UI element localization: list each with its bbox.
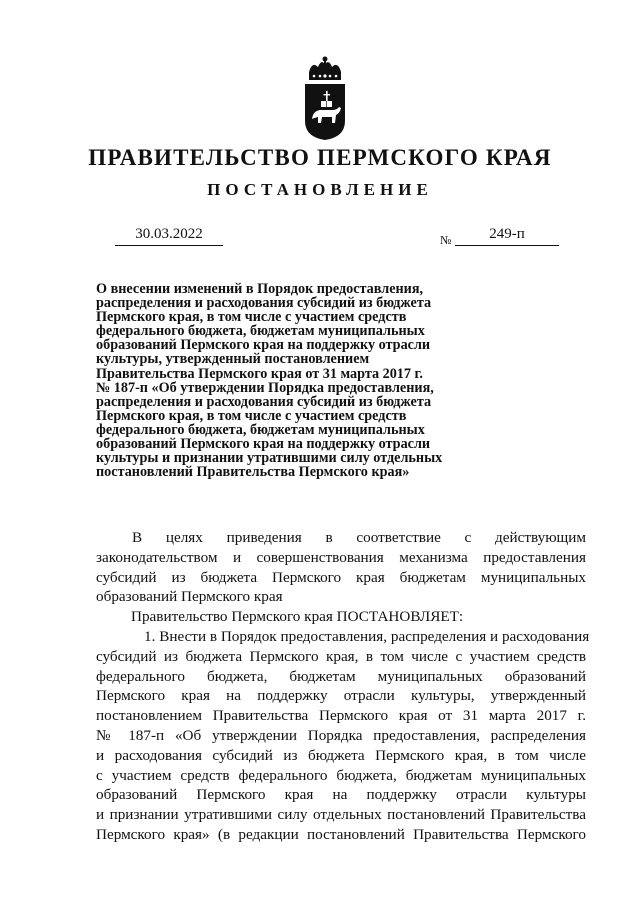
- subject-line: культуры, утвержденный постановлением: [96, 351, 370, 368]
- subject-line: Правительства Пермского края от 31 марта 2017 г.: [96, 365, 423, 382]
- subject-line: распределения и расходования субсидий из бюджета: [96, 393, 432, 410]
- subject-line: образований Пермского края на поддержку отрасли: [96, 436, 431, 453]
- subject-line: Пермского края, в том числе с участием средств: [96, 407, 407, 424]
- document-type: ПОСТАНОВЛЕНИЕ: [207, 180, 433, 199]
- government-title: ПРАВИТЕЛЬСТВО ПЕРМСКОГО КРАЯ: [88, 145, 552, 170]
- body-line: постановлением Правительства Пермского края от 31 марта 2017 г.: [96, 707, 586, 725]
- subject-line: культуры и признании утратившими силу отдельных: [96, 450, 443, 467]
- body-line: федерального бюджета, бюджетам муниципальных образований: [96, 667, 586, 685]
- body-line: Правительство Пермского края ПОСТАНОВЛЯЕТ:: [131, 608, 464, 626]
- body-line: субсидий из бюджета Пермского края, в том числе с участием средств: [96, 647, 586, 665]
- subject-line: Пермского края, в том числе с участием средств: [96, 309, 407, 326]
- coat-of-arms-icon: [300, 55, 350, 141]
- body-line: Пермского края» (в редакции постановлений Правительства Пермского: [96, 825, 586, 843]
- subject-line: О внесении изменений в Порядок предоставления,: [96, 281, 424, 297]
- number-sign: №: [440, 233, 452, 247]
- subject-line: федерального бюджета, бюджетам муниципальных: [96, 323, 425, 340]
- document-date: 30.03.2022: [115, 226, 223, 246]
- body-line: образований Пермского края на поддержку отрасли культуры: [96, 786, 586, 804]
- body-line: № 187-п «Об утверждении Порядка предоставления, распределения: [96, 726, 586, 744]
- document-number: 249-п: [455, 226, 559, 246]
- body-line: законодательством и совершенствования механизма предоставления: [96, 548, 586, 566]
- subject-line: федерального бюджета, бюджетам муниципальных: [96, 421, 425, 438]
- body-line: и признании утратившими силу отдельных постановлений Правительства: [96, 806, 586, 824]
- document-subject: [96, 282, 468, 479]
- body-line: Пермского края на поддержку отрасли культуры, утвержденный: [96, 687, 586, 705]
- subject-line: постановлений Правительства Пермского края»: [96, 464, 410, 481]
- body-line: образований Пермского края: [96, 588, 283, 606]
- body-line: 1. Внести в Порядок предоставления, распределения и расходования: [144, 627, 590, 645]
- body-line: субсидий из бюджета Пермского края бюджетам муниципальных: [96, 568, 586, 586]
- body-line: В целях приведения в соответствие с действующим: [132, 529, 586, 546]
- body-line: с участием средств федерального бюджета, бюджетам муниципальных: [96, 766, 586, 784]
- subject-line: распределения и расходования субсидий из бюджета: [96, 295, 432, 312]
- document-body: [96, 528, 590, 845]
- subject-line: образований Пермского края на поддержку отрасли: [96, 337, 431, 354]
- body-line: и расходования субсидий из бюджета Пермского края, в том числе: [96, 746, 586, 764]
- subject-line: № 187-п «Об утверждении Порядка предоставления,: [96, 379, 434, 396]
